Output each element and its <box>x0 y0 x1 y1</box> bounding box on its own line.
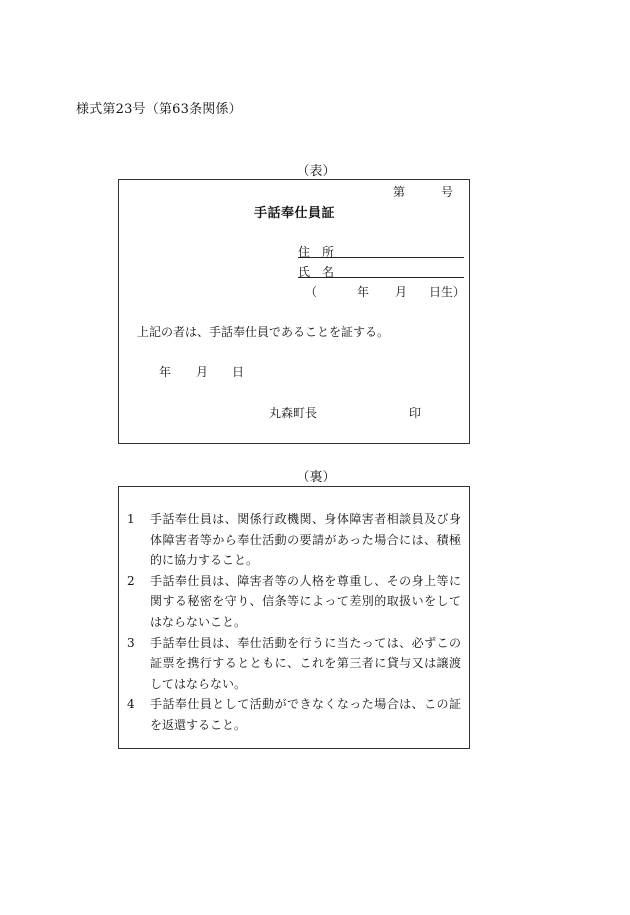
birth-date-open-paren: （ <box>305 285 318 299</box>
address-line <box>298 257 464 258</box>
back-side-label: （裏） <box>296 470 336 485</box>
list-item <box>127 509 461 571</box>
issue-day-label: 日 <box>232 365 245 379</box>
list-item <box>127 694 461 735</box>
rule-number: 2 <box>127 573 135 588</box>
birth-month-label: 月 <box>395 285 408 299</box>
birth-day-label: 日生） <box>429 285 466 299</box>
rule-text: 手話奉仕員として活動ができなくなった場合は、この証を返還すること。 <box>150 697 461 732</box>
rules-list <box>127 509 461 736</box>
address-label: 住 所 <box>298 245 335 259</box>
seal-mark: 印 <box>409 406 422 420</box>
form-number-title: 様式第23号（第63条関係） <box>76 102 242 117</box>
rule-text: 手話奉仕員は、奉仕活動を行うに当たっては、必ずこの証票を携行するとともに、これを第三者に貸与又は譲渡してはならない。 <box>150 635 461 691</box>
list-item <box>127 571 461 633</box>
rule-number: 4 <box>127 697 135 712</box>
certification-statement: 上記の者は、手話奉仕員であることを証する。 <box>137 325 390 339</box>
card-title: 手話奉仕員証 <box>254 206 336 221</box>
rule-number: 1 <box>127 512 135 526</box>
name-label: 氏 名 <box>298 265 335 279</box>
certificate-number-prefix: 第 <box>393 185 406 199</box>
rule-text: 手話奉仕員は、障害者等の人格を尊重し、その身上等に関する秘密を守り、信条等によって差別的取扱いをしてはならないこと。 <box>150 573 461 629</box>
birth-year-label: 年 <box>357 285 370 299</box>
issue-year-label: 年 <box>159 365 172 379</box>
rule-text: 手話奉仕員は、関係行政機関、身体障害者相談員及び身体障害者等から奉仕活動の要請があった場合には、積極的に協力すること。 <box>150 512 461 568</box>
list-item <box>127 633 461 695</box>
rule-number: 3 <box>127 635 135 650</box>
issuer-title: 丸森町長 <box>269 406 318 420</box>
front-card <box>118 179 470 444</box>
name-line <box>298 277 464 278</box>
back-card <box>118 486 470 749</box>
certificate-number-suffix: 号 <box>441 185 454 199</box>
front-side-label: （表） <box>296 164 336 179</box>
issue-month-label: 月 <box>196 365 209 379</box>
